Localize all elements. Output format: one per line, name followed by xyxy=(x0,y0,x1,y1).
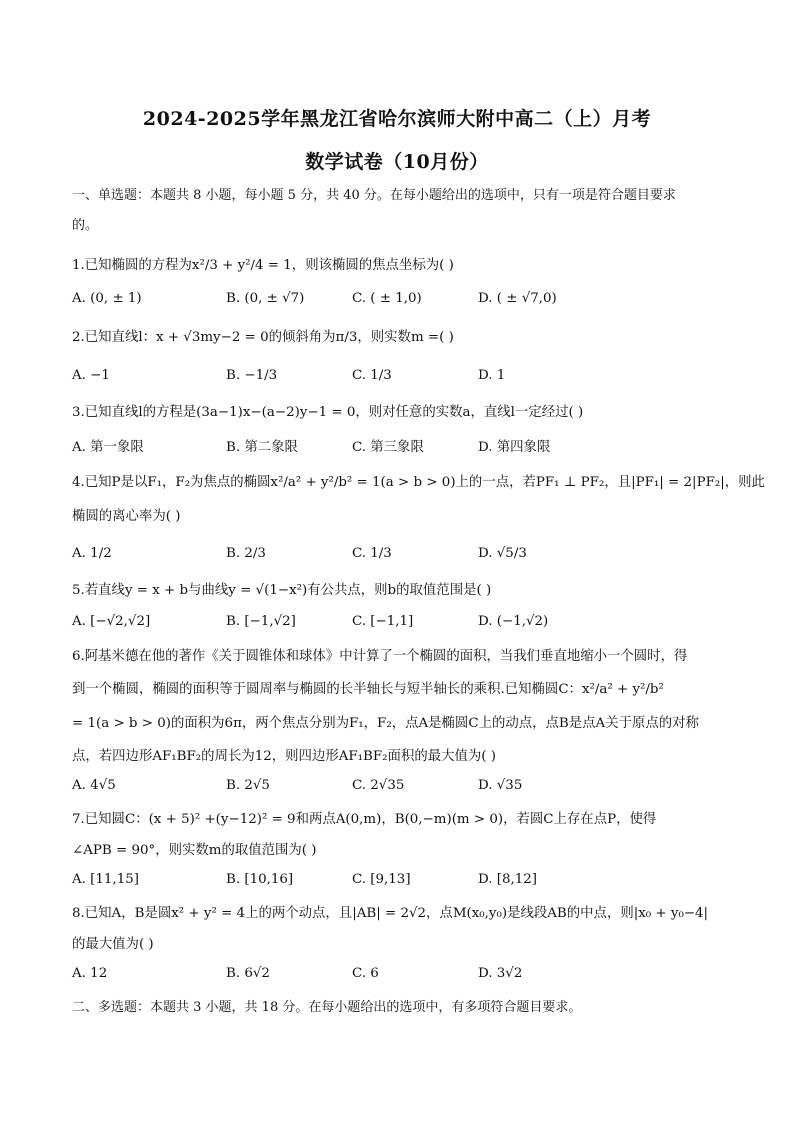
option-c: C. [9,13] xyxy=(352,872,411,887)
option-a: A. 12 xyxy=(72,966,108,981)
question-5-line-1: 5.若直线y = x + b与曲线y = √(1−x²)有公共点，则b的取值范围是( ) xyxy=(72,583,492,598)
option-a: A. 第一象限 xyxy=(72,440,144,455)
question-6-line-2: 到一个椭圆，椭圆的面积等于圆周率与椭圆的长半轴长与短半轴长的乘积.已知椭圆C：x²/a² + y²/b² xyxy=(72,682,664,697)
option-a: A. [−√2,√2] xyxy=(72,614,151,629)
question-8-line-1: 8.已知A，B是圆x² + y² = 4上的两个动点，且|AB| = 2√2，点M(x₀,y₀)是线段AB的中点，则|x₀ + y₀−4| xyxy=(72,906,709,921)
option-c: C. 2√35 xyxy=(352,778,405,793)
option-b: B. [−1,√2] xyxy=(226,614,296,629)
question-6-line-4: 点，若四边形AF₁BF₂的周长为12，则四边形AF₁BF₂面积的最大值为( ) xyxy=(72,749,496,764)
question-8-options xyxy=(72,966,722,986)
section2-heading: 二、多选题：本题共 3 小题，共 18 分。在每小题给出的选项中，有多项符合题目要求。 xyxy=(72,1000,582,1015)
section1-heading-line1: 一、单选题：本题共 8 小题，每小题 5 分，共 40 分。在每小题给出的选项中，只有一项是符合题目要求 xyxy=(72,188,676,203)
option-c: C. [−1,1] xyxy=(352,614,414,629)
option-b: B. [10,16] xyxy=(226,872,294,887)
option-b: B. 2√5 xyxy=(226,778,270,793)
option-b: B. −1/3 xyxy=(226,368,278,383)
option-c: C. 6 xyxy=(352,966,379,981)
option-d: D. [8,12] xyxy=(478,872,538,887)
option-d: D. (−1,√2) xyxy=(478,614,549,629)
option-d: D. 第四象限 xyxy=(478,440,551,455)
option-a: A. (0, ± 1) xyxy=(72,291,142,306)
question-3-line-1: 3.已知直线l的方程是(3a−1)x−(a−2)y−1 = 0，则对任意的实数a，直线l一定经过( ) xyxy=(72,405,584,420)
question-6-line-1: 6.阿基米德在他的著作《关于圆锥体和球体》中计算了一个椭圆的面积，当我们垂直地缩小一个圆时，得 xyxy=(72,649,688,664)
option-d: D. √35 xyxy=(478,778,523,793)
option-b: B. (0, ± √7) xyxy=(226,291,305,306)
option-d: D. 1 xyxy=(478,368,506,383)
exam-title: 2024-2025学年黑龙江省哈尔滨师大附中高二（上）月考 xyxy=(142,108,652,130)
option-a: A. −1 xyxy=(72,368,110,383)
option-b: B. 第二象限 xyxy=(226,440,298,455)
question-1-options xyxy=(72,291,722,311)
option-a: A. 4√5 xyxy=(72,778,116,793)
option-a: A. 1/2 xyxy=(72,546,112,561)
option-c: C. ( ± 1,0) xyxy=(352,291,422,306)
option-d: D. ( ± √7,0) xyxy=(478,291,557,306)
question-5-options xyxy=(72,614,722,634)
option-b: B. 6√2 xyxy=(226,966,270,981)
question-4-options xyxy=(72,546,722,566)
option-d: D. √5/3 xyxy=(478,546,527,561)
exam-subtitle: 数学试卷（10月份） xyxy=(305,151,489,173)
option-c: C. 1/3 xyxy=(352,546,392,561)
option-d: D. 3√2 xyxy=(478,966,523,981)
option-a: A. [11,15] xyxy=(72,872,139,887)
option-b: B. 2/3 xyxy=(226,546,266,561)
question-7-options xyxy=(72,872,722,892)
section1-heading-line2: 的。 xyxy=(72,218,99,233)
question-2-options xyxy=(72,368,722,388)
question-7-line-2: ∠APB = 90°，则实数m的取值范围为( ) xyxy=(72,843,317,858)
question-6-options xyxy=(72,778,722,798)
option-c: C. 1/3 xyxy=(352,368,392,383)
question-4-line-1: 4.已知P是以F₁，F₂为焦点的椭圆x²/a² + y²/b² = 1(a > b > 0)上的一点，若PF₁ ⊥ PF₂，且|PF₁| = 2|PF₂|，则此 xyxy=(72,475,765,490)
question-2-line-1: 2.已知直线l：x + √3my−2 = 0的倾斜角为π/3，则实数m =( ) xyxy=(72,330,454,345)
option-c: C. 第三象限 xyxy=(352,440,424,455)
question-3-options xyxy=(72,436,722,456)
question-4-line-2: 椭圆的离心率为( ) xyxy=(72,509,181,524)
question-7-line-1: 7.已知圆C：(x + 5)² +(y−12)² = 9和两点A(0,m)，B(0,−m)(m > 0)，若圆C上存在点P，使得 xyxy=(72,812,657,827)
question-8-line-2: 的最大值为( ) xyxy=(72,937,154,952)
question-1-line-1: 1.已知椭圆的方程为x²/3 + y²/4 = 1，则该椭圆的焦点坐标为( ) xyxy=(72,258,454,273)
question-6-line-3: = 1(a > b > 0)的面积为6π，两个焦点分别为F₁，F₂，点A是椭圆C上的动点，点B是点A关于原点的对称 xyxy=(72,716,699,731)
